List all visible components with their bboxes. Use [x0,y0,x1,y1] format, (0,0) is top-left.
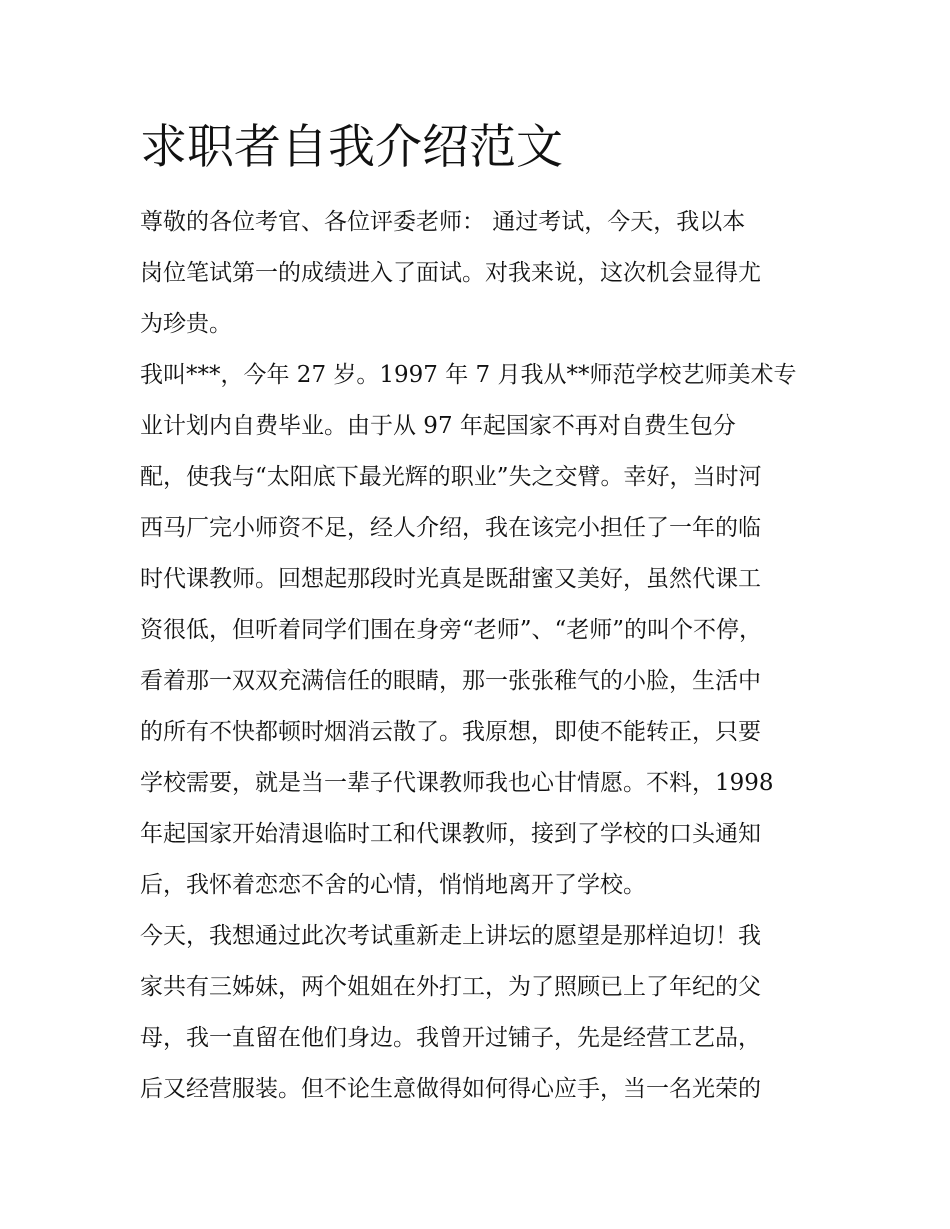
body-line: 年起国家开始清退临时工和代课教师，接到了学校的口头通知 [140,821,761,847]
body-line: 资很低，但听着同学们围在身旁“老师”、“老师”的叫个不停， [140,617,763,643]
body-line: 业计划内自费毕业。由于从 97 年起国家不再对自费生包分 [140,413,736,439]
body-line: 时代课教师。回想起那段时光真是既甜蜜又美好，虽然代课工 [140,566,761,592]
body-line: 母，我一直留在他们身边。我曾开过铺子，先是经营工艺品， [140,1025,761,1051]
body-line: 今天，我想通过此次考试重新走上讲坛的愿望是那样迫切！我 [140,923,761,949]
body-line: 家共有三姊妹，两个姐姐在外打工，为了照顾已上了年纪的父 [140,974,761,1000]
body-line: 学校需要，就是当一辈子代课教师我也心甘情愿。不料，1998 [140,770,774,796]
document-title: 求职者自我介绍范文 [140,120,563,175]
body-line: 看着那一双双充满信任的眼睛，那一张张稚气的小脸，生活中 [140,668,761,694]
body-line: 为珍贵。 [140,311,232,337]
body-line: 配，使我与“太阳底下最光辉的职业”失之交臂。幸好，当时河 [140,464,762,490]
body-line: 后，我怀着恋恋不舍的心情，悄悄地离开了学校。 [140,872,646,898]
body-line: 后又经营服装。但不论生意做得如何得心应手，当一名光荣的 [140,1076,761,1102]
body-line: 我叫***，今年 27 岁。1997 年 7 月我从**师范学校艺师美术专 [140,362,797,388]
body-line: 尊敬的各位考官、各位评委老师： 通过考试，今天，我以本 [140,209,746,235]
body-line: 西马厂完小师资不足，经人介绍，我在该完小担任了一年的临 [140,515,761,541]
body-line: 的所有不快都顿时烟消云散了。我原想，即使不能转正，只要 [140,719,761,745]
body-line: 岗位笔试第一的成绩进入了面试。对我来说，这次机会显得尤 [140,260,761,286]
